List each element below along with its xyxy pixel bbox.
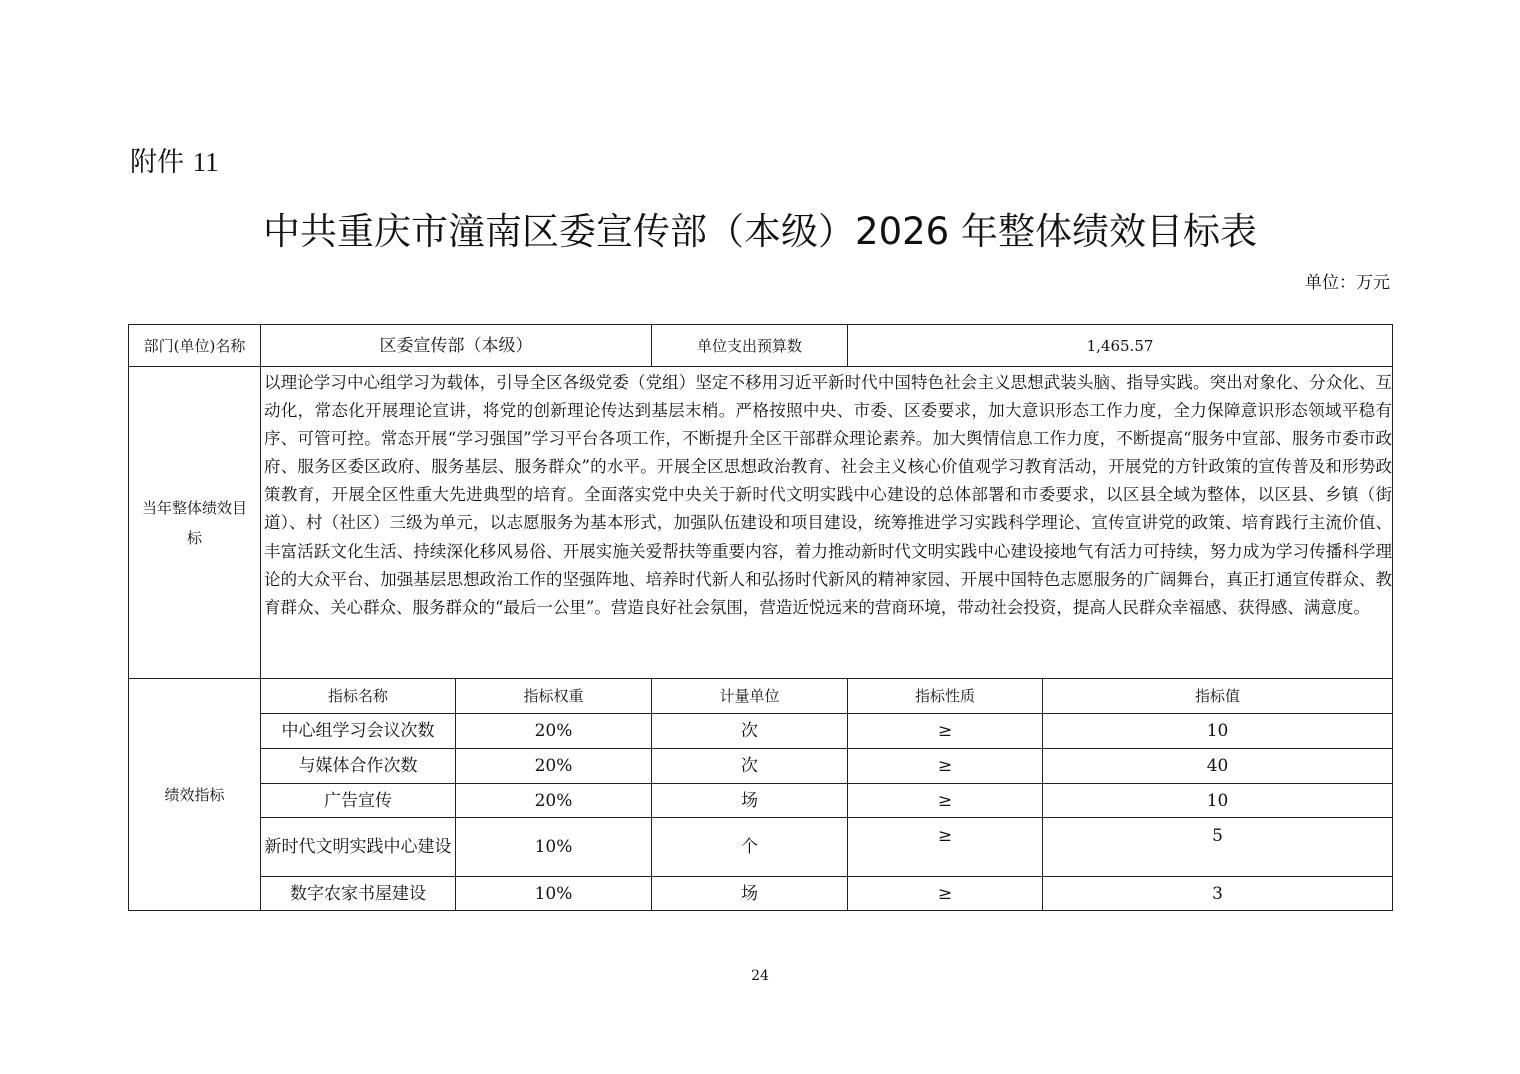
attachment-word: 附件 — [130, 147, 184, 178]
header-nature: 指标性质 — [848, 679, 1043, 714]
indicator-name: 数字农家书屋建设 — [261, 877, 456, 911]
performance-table — [128, 324, 1393, 911]
budget-label: 单位支出预算数 — [652, 325, 848, 367]
indicator-name: 与媒体合作次数 — [261, 749, 456, 784]
table-row — [129, 749, 1393, 784]
budget-value: 1,465.57 — [848, 325, 1393, 367]
table-row — [129, 714, 1393, 749]
indicator-nature: ≥ — [848, 714, 1043, 749]
page-number: 24 — [751, 968, 769, 984]
header-value: 指标值 — [1043, 679, 1393, 714]
indicator-weight: 10% — [456, 877, 652, 911]
indicator-header-row — [129, 679, 1393, 714]
indicator-unit: 次 — [652, 714, 848, 749]
indicator-nature: ≥ — [848, 877, 1043, 911]
indicator-weight: 20% — [456, 784, 652, 818]
indicator-weight: 20% — [456, 714, 652, 749]
page-title: 中共重庆市潼南区委宣传部（本级）2026 年整体绩效目标表 — [263, 210, 1257, 253]
indicator-value: 40 — [1043, 749, 1393, 784]
indicator-value: 5 — [1043, 818, 1393, 877]
indicator-value: 10 — [1043, 784, 1393, 818]
indicator-nature: ≥ — [848, 749, 1043, 784]
header-unit: 计量单位 — [652, 679, 848, 714]
dept-name: 区委宣传部（本级） — [261, 325, 652, 367]
unit-label: 单位：万元 — [1305, 273, 1390, 293]
dept-label: 部门(单位)名称 — [129, 325, 261, 367]
indicator-name: 新时代文明实践中心建设 — [261, 818, 456, 877]
table-row — [129, 877, 1393, 911]
indicator-unit: 次 — [652, 749, 848, 784]
indicator-nature: ≥ — [848, 784, 1043, 818]
indicator-name: 中心组学习会议次数 — [261, 714, 456, 749]
indicator-name: 广告宣传 — [261, 784, 456, 818]
goal-row — [129, 367, 1393, 679]
indicator-unit: 个 — [652, 818, 848, 877]
indicator-value: 3 — [1043, 877, 1393, 911]
attachment-label — [130, 140, 219, 179]
goal-label: 当年整体绩效目标 — [129, 367, 261, 679]
table-row — [129, 818, 1393, 877]
indicator-value: 10 — [1043, 714, 1393, 749]
indicator-weight: 10% — [456, 818, 652, 877]
indicators-label: 绩效指标 — [129, 679, 261, 911]
dept-row — [129, 325, 1393, 367]
header-weight: 指标权重 — [456, 679, 652, 714]
attachment-number: 11 — [192, 147, 219, 177]
table-row — [129, 784, 1393, 818]
indicator-nature: ≥ — [848, 818, 1043, 877]
indicator-unit: 场 — [652, 877, 848, 911]
header-name: 指标名称 — [261, 679, 456, 714]
goal-text: 以理论学习中心组学习为载体，引导全区各级党委（党组）坚定不移用习近平新时代中国特色社会主义思想武装头脑、指导实践。突出对象化、分众化、互动化，常态化开展理论宣讲，将党的创新理论传达到基层末梢。严格按照中央、市委、区委要求，加大意识形态工作力度，全力保障意识形态领域平稳有序、可管可控。常态开展“学习强国”学习平台各项工作，不断提升全区干部群众理论素养。加大舆情信息工作力度，不断提高“服务中宣部、服务市委市政府、服务区委区政府、服务基层、服务群众”的水平。开展全区思想政治教育、社会主义核心价值观学习教育活动，开展党的方针政策的宣传普及和形势政策教育，开展全区性重大先进典型的培育。全面落实党中央关于新时代文明实践中心建设的总体部署和市委要求，以区县全域为整体，以区县、乡镇（街道）、村（社区）三级为单元，以志愿服务为基本形式，加强队伍建设和项目建设，统筹推进学习实践科学理论、宣传宣讲党的政策、培育践行主流价值、丰富活跃文化生活、持续深化移风易俗、开展实施关爱帮扶等重要内容，着力推动新时代文明实践中心建设接地气有活力可持续，努力成为学习传播科学理论的大众平台、加强基层思想政治工作的坚强阵地、培养时代新人和弘扬时代新风的精神家园、开展中国特色志愿服务的广阔舞台，真正打通宣传群众、教育群众、关心群众、服务群众的“最后一公里”。营造良好社会氛围，营造近悦远来的营商环境，带动社会投资，提高人民群众幸福感、获得感、满意度。 — [261, 367, 1393, 679]
indicator-unit: 场 — [652, 784, 848, 818]
indicator-weight: 20% — [456, 749, 652, 784]
